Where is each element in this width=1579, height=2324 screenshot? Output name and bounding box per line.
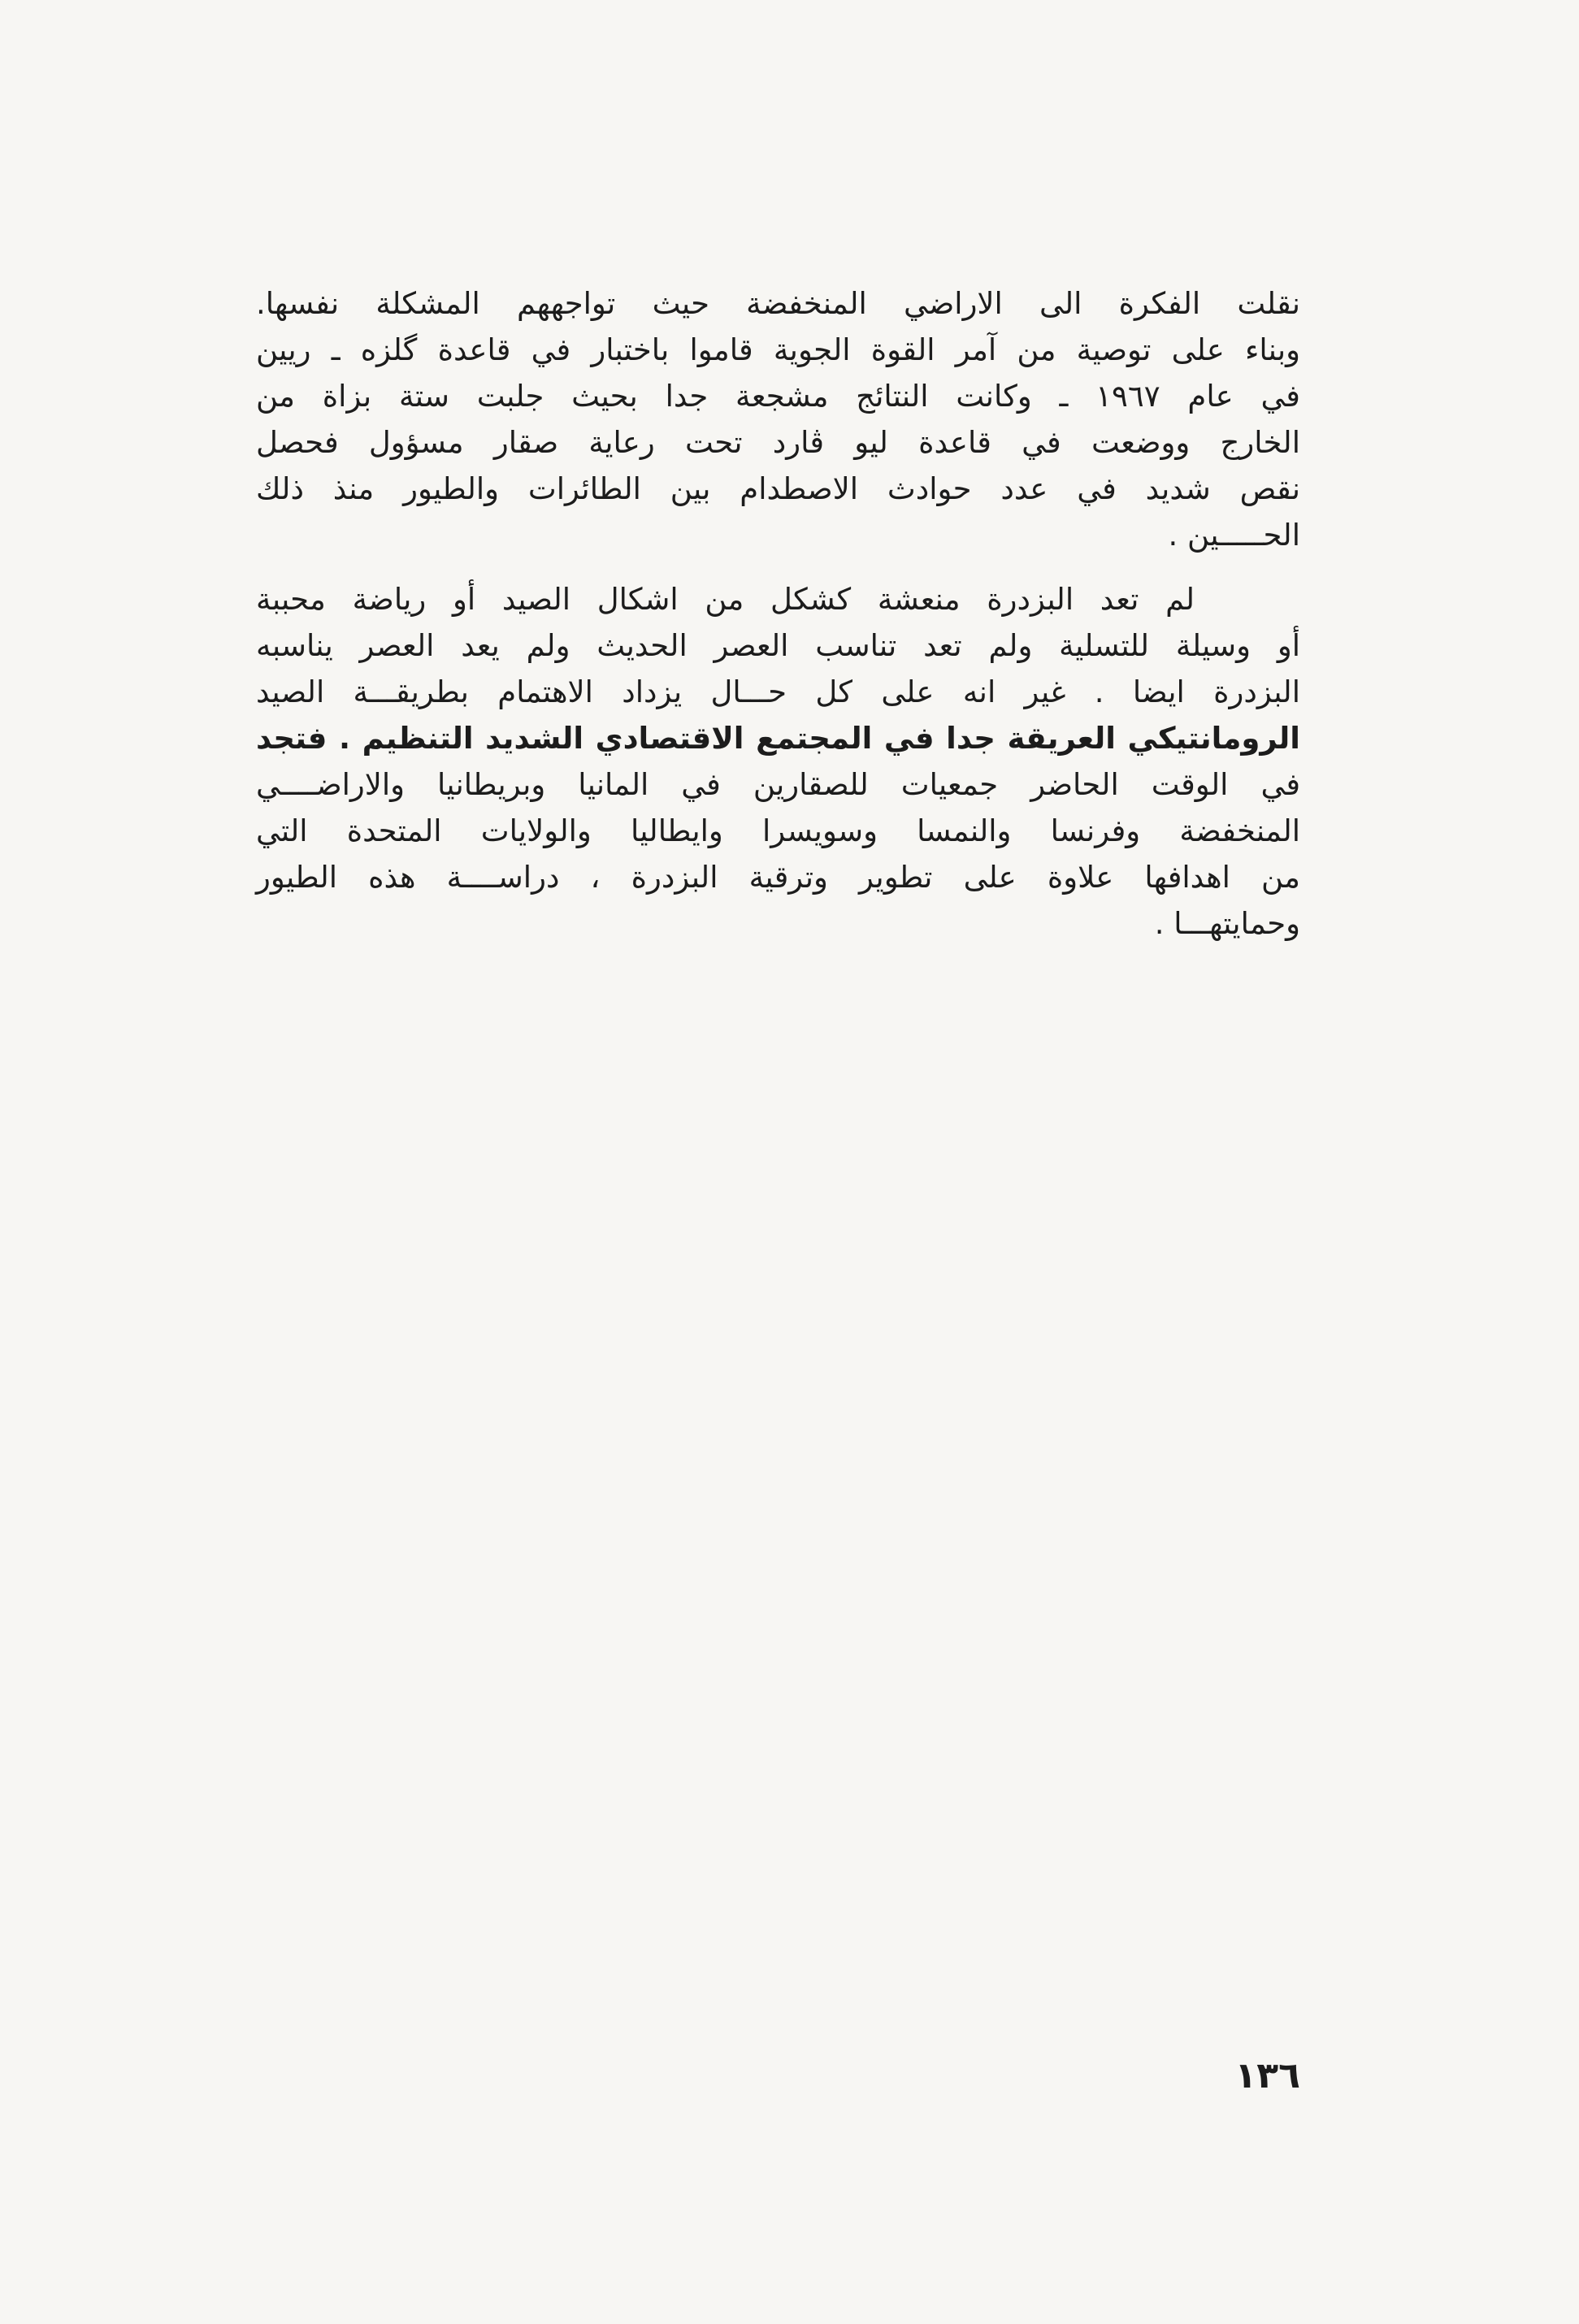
text-line: لم تعد البزدرة منعشة كشكل من اشكال الصيد أو رياضة محببة <box>256 582 1195 617</box>
paragraph-2 <box>256 576 1300 947</box>
text-line: من اهدافها علاوة على تطوير وترقية البزدرة ، دراســــة هذه الطيور <box>256 860 1300 895</box>
text-line: في عام ١٩٦٧ ـ وكانت النتائج مشجعة جدا بحيث جلبت ستة بزاة من <box>256 379 1300 414</box>
text-line: في الوقت الحاضر جمعيات للصقارين في المانيا وبريطانيا والاراضــــي <box>256 767 1300 802</box>
paragraph-spacer <box>256 558 1300 576</box>
text-line: وبناء على توصية من آمر القوة الجوية قاموا باختبار في قاعدة گلزه ـ ريين <box>256 332 1300 367</box>
text-line: نقص شديد في عدد حوادث الاصطدام بين الطائرات والطيور منذ ذلك <box>256 471 1300 506</box>
page-body-text <box>256 280 1300 947</box>
text-line: البزدرة ايضا . غير انه على كل حـــال يزداد الاهتمام بطريقـــة الصيد <box>256 674 1300 709</box>
text-line: وحمايتهـــا . <box>1154 906 1300 941</box>
text-line: المنخفضة وفرنسا والنمسا وسويسرا وايطاليا والولايات المتحدة التي <box>256 813 1300 848</box>
text-line: أو وسيلة للتسلية ولم تعد تناسب العصر الحديث ولم يعد العصر يناسبه <box>256 628 1300 663</box>
page-number: ١٣٦ <box>1234 2055 1300 2096</box>
text-line: الخارج ووضعت في قاعدة ليو ڤارد تحت رعاية صقار مسؤول فحصل <box>256 425 1300 460</box>
paragraph-1 <box>256 280 1300 558</box>
text-line: الرومانتيكي العريقة جدا في المجتمع الاقتصادي الشديد التنظيم . فتجد <box>256 721 1300 756</box>
text-line: نقلت الفكرة الى الاراضي المنخفضة حيث تواجههم المشكلة نفسها. <box>256 286 1300 321</box>
text-line: الحـــــين . <box>1168 518 1300 553</box>
